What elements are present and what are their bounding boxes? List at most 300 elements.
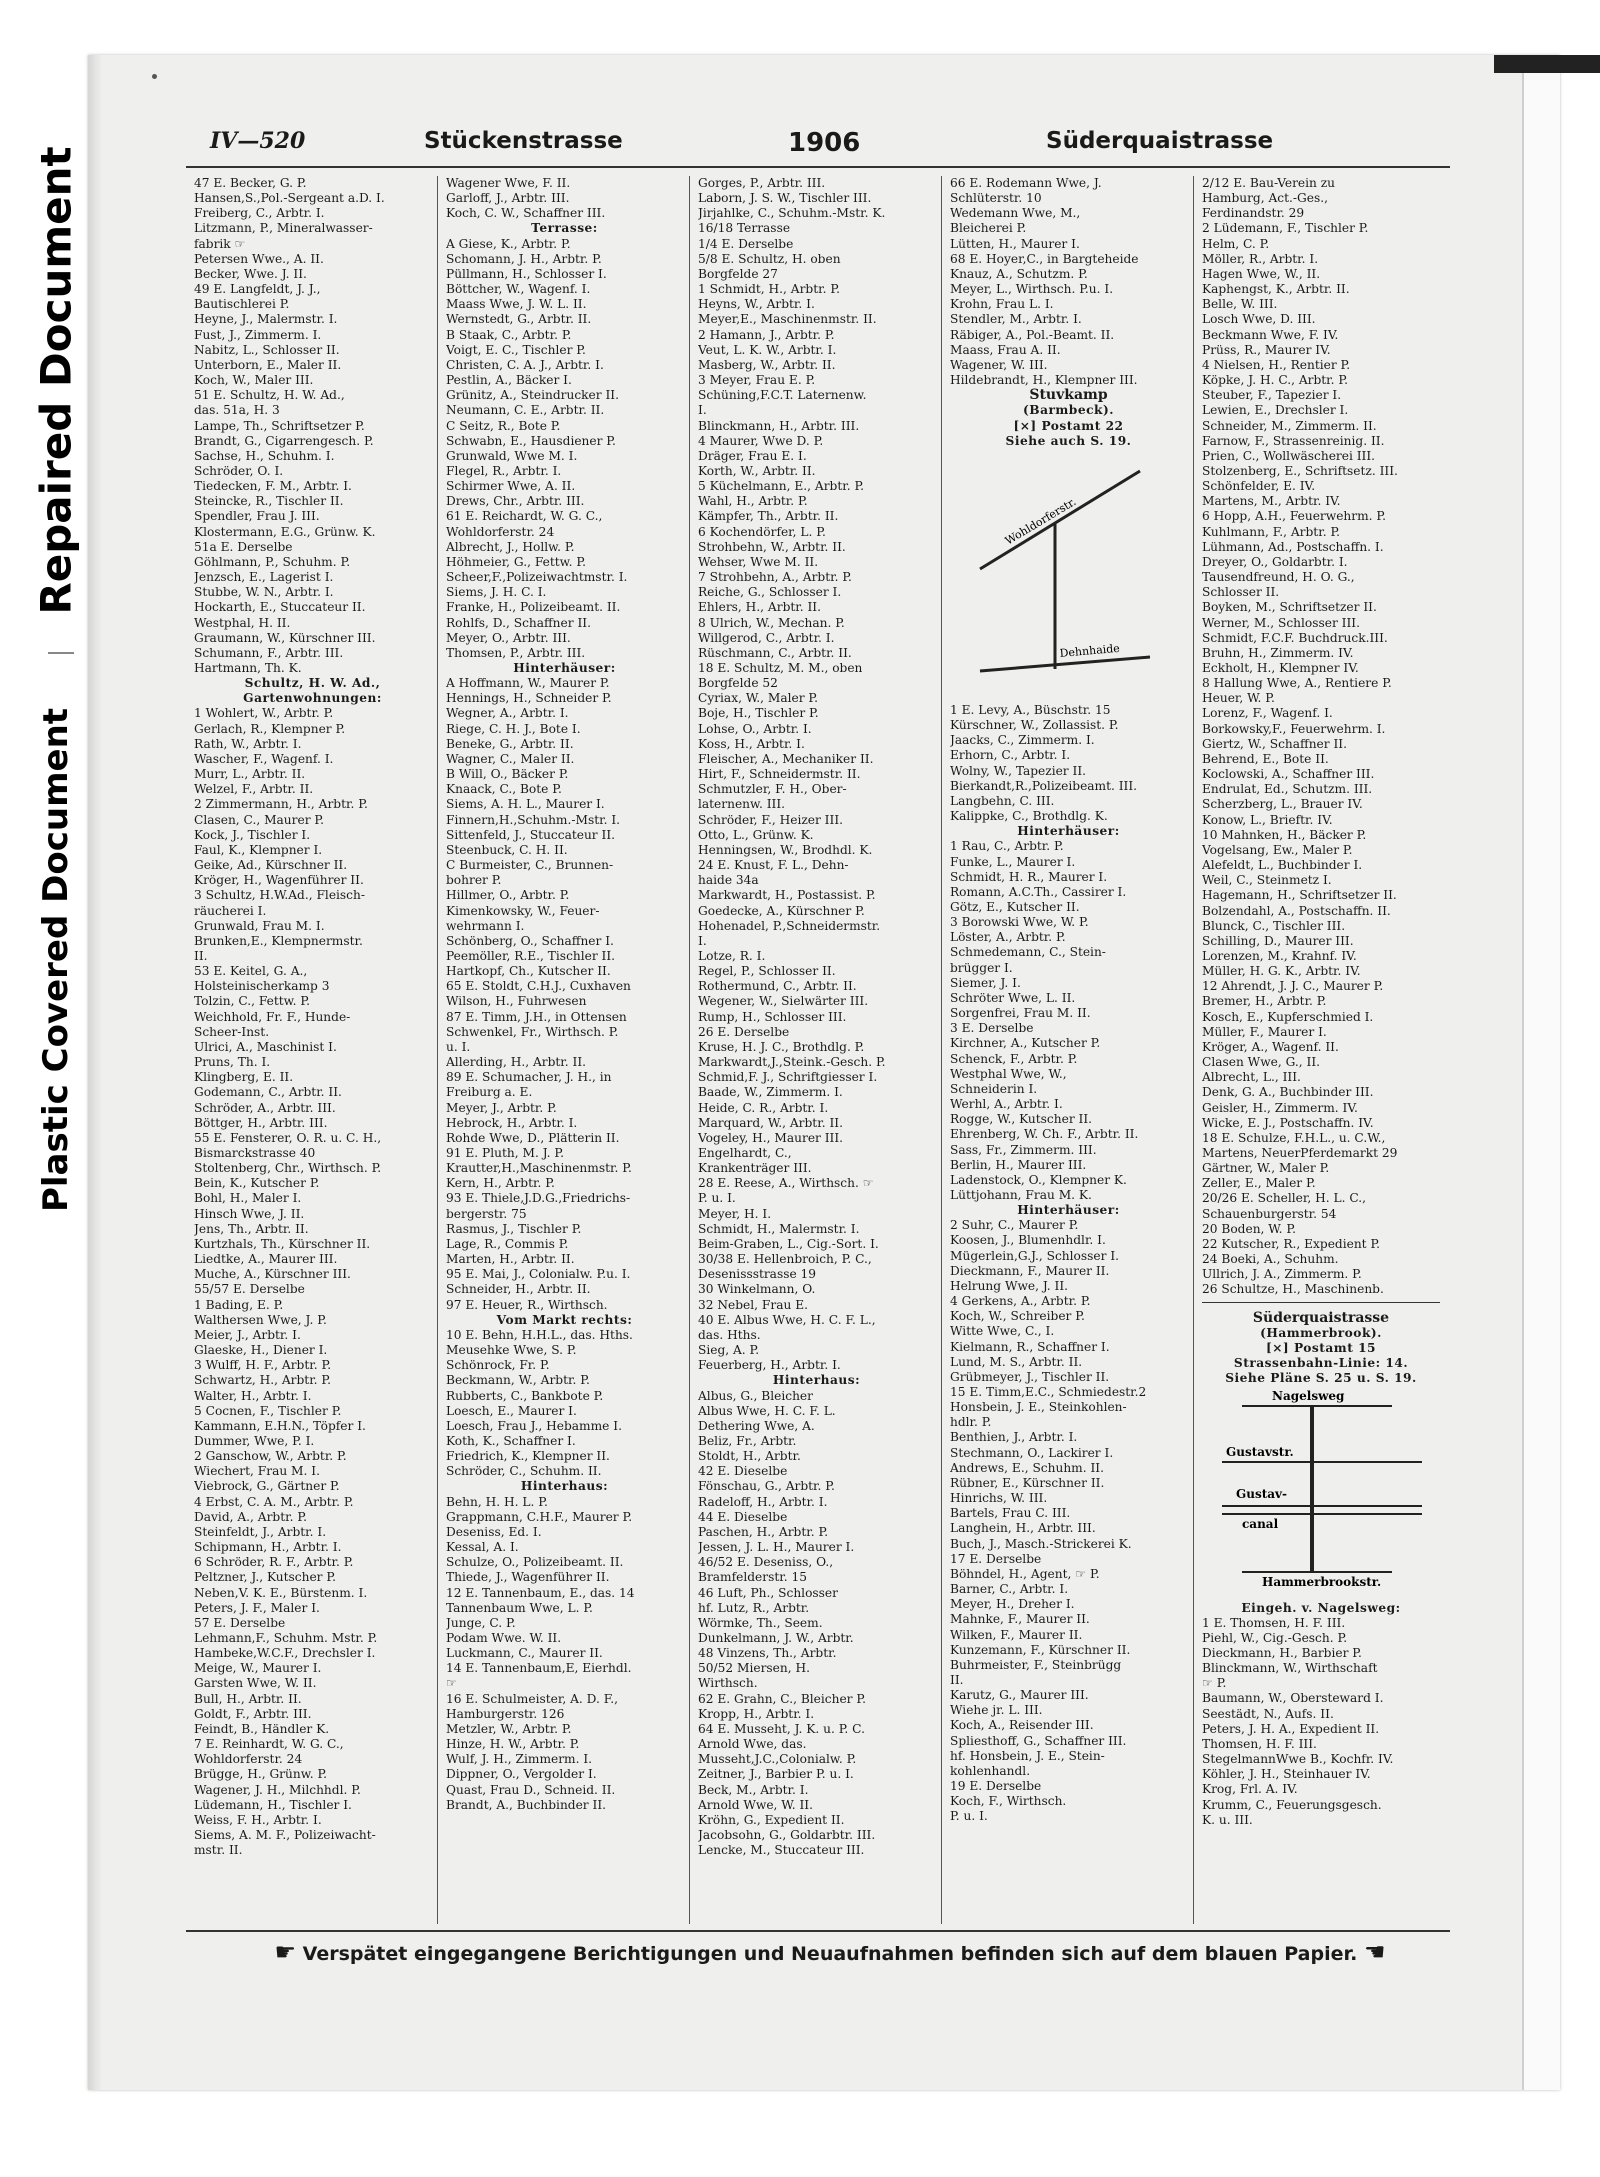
- directory-entry: Meier, J., Arbtr. I.: [194, 1327, 301, 1342]
- directory-entry: Walter, H., Arbtr. I.: [194, 1388, 312, 1403]
- section-heading: Hinterhaus:: [772, 1373, 861, 1388]
- directory-column-2: [438, 176, 690, 1924]
- directory-entry: Kürschner, W., Zollassist. P.: [950, 718, 1119, 733]
- directory-entry: Räbiger, A., Pol.-Beamt. II.: [950, 327, 1115, 342]
- directory-entry: Wörmke, Th., Seem.: [698, 1615, 823, 1630]
- map-divider: [1202, 1302, 1440, 1303]
- directory-entry: Farnow, F., Strassenreinig. II.: [1202, 433, 1385, 448]
- left-street-heading: Stückenstrasse: [424, 128, 623, 154]
- directory-entry: Litzmann, P., Mineralwasser-: [194, 221, 373, 236]
- directory-entry: Tannenbaum Wwe, L. P.: [446, 1600, 593, 1615]
- directory-entry: Werner, M., Schlosser III.: [1202, 615, 1360, 630]
- directory-entry: 1/4 E. Derselbe: [698, 236, 794, 251]
- directory-entry: Kessal, A. I.: [446, 1540, 519, 1555]
- directory-entry: 7 Strohbehn, A., Arbtr. P.: [698, 570, 852, 585]
- directory-entry: Höhmeier, G., Fettw. P.: [446, 554, 586, 569]
- directory-entry: Hinrichs, W. III.: [950, 1491, 1048, 1506]
- directory-entry: Stoldt, H., Arbtr.: [698, 1449, 801, 1464]
- directory-column-4: [942, 176, 1194, 1924]
- directory-entry: 20/26 E. Scheller, H. L. C.,: [1202, 1191, 1366, 1206]
- directory-entry: Liedtke, A., Maurer III.: [194, 1252, 338, 1267]
- directory-entry: 1 E. Thomsen, H. F. III.: [1202, 1615, 1346, 1630]
- directory-entry: Kielmann, R., Schaffner I.: [950, 1339, 1110, 1354]
- directory-entry: Dippner, O., Vergolder I.: [446, 1767, 597, 1782]
- map-see-also: Siehe auch S. 19.: [1005, 433, 1132, 448]
- directory-entry: 2 Hamann, J., Arbtr. P.: [698, 327, 835, 342]
- directory-entry: 15 E. Timm,E.C., Schmiedestr.2: [950, 1385, 1147, 1399]
- directory-entry: Meige, W., Maurer I.: [194, 1661, 322, 1676]
- directory-entry: Tausendfreund, H. O. G.,: [1202, 570, 1355, 585]
- directory-entry: Ulrici, A., Maschinist I.: [194, 1039, 337, 1054]
- directory-entry: Neben,V. K. E., Bürstenm. I.: [194, 1585, 368, 1600]
- directory-entry: 51 E. Schultz, H. W. Ad.,: [194, 388, 345, 403]
- directory-entry: Wagener, W. III.: [950, 357, 1048, 372]
- directory-entry: Brunken,E., Klempnermstr.: [194, 933, 363, 948]
- directory-entry: Albus Wwe, H. C. F. L.: [698, 1403, 836, 1418]
- directory-entry: Masberg, W., Arbtr. II.: [698, 357, 836, 372]
- directory-entry: hdlr. P.: [950, 1415, 992, 1430]
- directory-entry: Fleischer, A., Mechaniker II.: [698, 751, 874, 766]
- directory-entry: Beck, M., Arbtr. I.: [698, 1782, 809, 1797]
- directory-entry: 32 Nebel, Frau E.: [698, 1297, 808, 1312]
- directory-entry: C Seitz, R., Bote P.: [446, 418, 561, 433]
- directory-entry: Sachse, H., Schuhm. I.: [194, 448, 335, 463]
- directory-entry: 3 E. Derselbe: [950, 1021, 1034, 1036]
- directory-entry: Jessen, J. L. H., Maurer I.: [698, 1540, 855, 1555]
- directory-entry: 3 Schultz, H.W.Ad., Fleisch-: [194, 888, 365, 903]
- directory-entry: Borkowsky,F., Feuerwehrm. I.: [1202, 721, 1386, 736]
- directory-entry: Koosen, J., Blumenhdlr. I.: [950, 1233, 1106, 1248]
- directory-entry: Kruse, H. J. C., Brothdlg. P.: [698, 1039, 865, 1054]
- directory-entry: 7 E. Reinhardt, W. G. C.,: [194, 1737, 344, 1752]
- directory-entry: Bramfelderstr. 15: [698, 1570, 807, 1585]
- directory-entry: Schomann, J. H., Arbtr. P.: [446, 251, 602, 266]
- directory-entry: bergerstr. 75: [446, 1206, 527, 1221]
- directory-entry: Götz, E., Kutscher II.: [950, 900, 1080, 914]
- directory-entry: Vogelsang, Ew., Maler P.: [1202, 842, 1353, 857]
- map-subtitle-suederquai: (Hammerbrook).: [1260, 1325, 1382, 1340]
- directory-entry: Krog, Frl. A. IV.: [1202, 1782, 1298, 1797]
- directory-entry: Siemer, J. I.: [950, 975, 1021, 990]
- directory-entry: Steenbuck, C. H. II.: [446, 842, 568, 857]
- wohldorferstr-label: Wohldorferstr.: [1002, 494, 1079, 548]
- directory-entry: Graumann, W., Kürschner III.: [194, 630, 376, 645]
- directory-entry: Siems, A. H. L., Maurer I.: [446, 797, 605, 812]
- directory-entry: Lorenz, F., Wagenf. I.: [1202, 706, 1333, 721]
- directory-entry: Scheer,F.,Polizeiwachtmstr. I.: [446, 570, 628, 585]
- directory-entry: 5/8 E. Schultz, H. oben: [698, 251, 841, 266]
- directory-entry: Schirmer Wwe, A. II.: [446, 479, 576, 494]
- directory-entry: Klingberg, E. II.: [194, 1070, 294, 1085]
- directory-entry: Maass Wwe, J. W. L. II.: [446, 297, 587, 312]
- directory-entry: Schwenkel, Fr., Wirthsch. P.: [446, 1024, 619, 1039]
- directory-entry: Kurtzhals, Th., Kürschner II.: [194, 1236, 371, 1251]
- directory-entry: Dreyer, O., Goldarbtr. I.: [1202, 554, 1348, 569]
- directory-entry: Hebrock, H., Arbtr. I.: [446, 1115, 578, 1130]
- right-street-heading: Süderquaistrasse: [1046, 128, 1274, 154]
- directory-entry: brügger I.: [950, 960, 1013, 975]
- directory-entry: Hartkopf, Ch., Kutscher II.: [446, 964, 611, 979]
- map-entry-note: Eingeh. v. Nagelsweg:: [1241, 1600, 1401, 1615]
- directory-entry: Knauz, A., Schutzm. P.: [950, 266, 1088, 281]
- directory-entry: Karutz, G., Maurer III.: [950, 1688, 1089, 1703]
- directory-entry: 8 Hallung Wwe, A., Rentiere P.: [1202, 676, 1392, 691]
- directory-entry: K. u. III.: [1202, 1812, 1253, 1827]
- directory-entry: Köpke, J. H. C., Arbtr. P.: [1202, 373, 1349, 388]
- directory-entry: II.: [194, 948, 208, 963]
- directory-entry: Schröder, F., Heizer III.: [698, 812, 844, 827]
- directory-entry: Steuber, F., Tapezier I.: [1202, 388, 1342, 403]
- directory-entry: Ullrich, J. A., Zimmerm. P.: [1202, 1267, 1362, 1282]
- directory-entry: Brügge, H., Grünw. P.: [194, 1767, 328, 1782]
- directory-entry: Hartmann, Th. K.: [194, 661, 302, 675]
- directory-entry: Rogge, W., Kutscher II.: [950, 1112, 1093, 1127]
- directory-entry: Lotze, R. I.: [698, 948, 766, 963]
- directory-entry: Helm, C. P.: [1202, 236, 1270, 251]
- directory-entry: Dräger, Frau E. I.: [698, 448, 807, 463]
- map-subtitle: (Barmbeck).: [1023, 403, 1114, 418]
- scan-corner-mark: [1494, 55, 1600, 73]
- directory-entry: Schönberg, O., Schaffner I.: [446, 933, 614, 948]
- directory-entry: Schmutzler, F. H., Ober-: [698, 782, 847, 797]
- directory-entry: C Burmeister, C., Brunnen-: [446, 858, 614, 873]
- directory-entry: Loesch, Frau J., Hebamme I.: [446, 1418, 622, 1433]
- directory-entry: Ladenstock, O., Klempner K.: [950, 1172, 1127, 1187]
- directory-entry: Böhndel, H., Agent, ☞ P.: [950, 1566, 1100, 1581]
- plastic-label-text: Plastic Covered Document: [36, 707, 77, 1213]
- footer-text: Verspätet eingegangene Berichtigungen und Neuaufnahmen befinden sich auf dem blauen Papier.: [302, 1943, 1358, 1965]
- directory-entry: Stechmann, O., Lackirer I.: [950, 1445, 1114, 1460]
- directory-entry: Metzler, W., Arbtr. P.: [446, 1721, 572, 1736]
- directory-entry: Zeitner, J., Barbier P. u. I.: [698, 1767, 854, 1782]
- directory-entry: Reiche, G., Schlosser I.: [698, 585, 842, 600]
- directory-entry: Podam Wwe. W. II.: [446, 1631, 562, 1645]
- directory-entry: Stubbe, W. N., Arbtr. I.: [194, 585, 334, 600]
- directory-entry: Weichhold, Fr. F., Hunde-: [194, 1009, 351, 1024]
- directory-entry: 19 E. Derselbe: [950, 1779, 1042, 1794]
- directory-entry: Franke, H., Polizeibeamt. II.: [446, 600, 621, 615]
- directory-entry: 10 E. Behn, H.H.L., das. Hths.: [446, 1327, 633, 1342]
- directory-entry: Schilling, D., Maurer III.: [1202, 933, 1354, 948]
- directory-entry: fabrik ☞: [194, 236, 246, 251]
- directory-entry: A Giese, K., Arbtr. P.: [446, 236, 571, 251]
- directory-entry: Sorgenfrei, Frau M. II.: [950, 1006, 1091, 1021]
- directory-entry: Krankenträger III.: [698, 1161, 812, 1176]
- directory-entry: Grappmann, C.H.F., Maurer P.: [446, 1509, 633, 1524]
- directory-entry: 97 E. Heuer, R., Wirthsch.: [446, 1297, 608, 1312]
- directory-entry: Schwabn, E., Hausdiener P.: [446, 433, 616, 448]
- directory-entry: Benthien, J., Arbtr. I.: [950, 1430, 1078, 1445]
- directory-entry: Weiss, F. H., Arbtr. I.: [194, 1812, 322, 1827]
- directory-entry: Cyriax, W., Maler P.: [698, 691, 818, 706]
- directory-entry: Brandt, A., Buchbinder II.: [446, 1797, 607, 1812]
- page-spine: [1522, 55, 1560, 2090]
- directory-entry: Jaacks, C., Zimmerm. I.: [950, 733, 1095, 748]
- directory-entry: Mahnke, F., Maurer II.: [950, 1612, 1090, 1627]
- header-rule: [186, 166, 1450, 168]
- directory-entry: Muche, A., Kürschner III.: [194, 1267, 351, 1282]
- directory-entry: Hambeke,W.C.F., Drechsler I.: [194, 1646, 376, 1661]
- directory-entry: Thomsen, H. F. III.: [1202, 1736, 1317, 1751]
- directory-entry: II.: [950, 1672, 964, 1687]
- directory-entry: Honsbein, J. E., Steinkohlen-: [950, 1400, 1127, 1415]
- page-header: [210, 128, 1450, 162]
- map-bahn: Strassenbahn-Linie: 14.: [1233, 1356, 1409, 1371]
- directory-entry: A Hoffmann, W., Maurer P.: [446, 676, 610, 691]
- directory-entry: Koclowski, A., Schaffner III.: [1202, 767, 1375, 782]
- directory-entry: Kock, J., Tischler I.: [194, 827, 311, 842]
- directory-entry: Rüschmann, C., Arbtr. II.: [698, 645, 852, 660]
- directory-entry: Prüss, R., Maurer IV.: [1202, 342, 1331, 357]
- directory-entry: laternenw. III.: [698, 797, 786, 812]
- directory-entry: 5 Küchelmann, E., Arbtr. P.: [698, 479, 865, 494]
- pointing-hand-left-icon: ☛: [274, 1938, 297, 1966]
- directory-entry: Wagener Wwe, F. II.: [446, 176, 571, 190]
- directory-entry: 46/52 E. Deseniss, O.,: [698, 1555, 834, 1570]
- directory-entry: bohrer P.: [446, 873, 502, 888]
- directory-entry: Löster, A., Arbtr. P.: [950, 930, 1066, 945]
- directory-entry: Wulf, J. H., Zimmerm. I.: [446, 1752, 593, 1767]
- directory-entry: 4 Nielsen, H., Rentier P.: [1202, 357, 1351, 372]
- directory-entry: 3 Wulff, H. F., Arbtr. P.: [194, 1358, 332, 1373]
- directory-entry: Markwardt,J.,Steink.-Gesch. P.: [698, 1055, 886, 1070]
- section-heading: Terrasse:: [531, 221, 598, 236]
- directory-entry: 1 Wohlert, W., Arbtr. P.: [194, 706, 334, 721]
- directory-entry: Goldt, F., Arbtr. III.: [194, 1706, 312, 1721]
- directory-entry: Finnern,H.,Schuhm.-Mstr. I.: [446, 812, 621, 827]
- directory-entry: Garsten Wwe, W. II.: [194, 1676, 317, 1691]
- directory-entry: 2 Ganschow, W., Arbtr. P.: [194, 1449, 347, 1464]
- directory-entry: Müller, F., Maurer I.: [1202, 1024, 1327, 1039]
- directory-entry: Blinckmann, W., Wirthschaft: [1202, 1661, 1378, 1676]
- directory-entry: Buhrmeister, F., Steinbrügg: [950, 1657, 1122, 1672]
- directory-entry: das. Hths.: [698, 1327, 761, 1342]
- directory-entry: Paschen, H., Arbtr. P.: [698, 1524, 829, 1539]
- directory-entry: Bruhn, H., Zimmerm. IV.: [1202, 645, 1354, 660]
- directory-entry: 26 Schultze, H., Maschinenb.: [1202, 1282, 1384, 1297]
- directory-entry: Siems, A. M. F., Polizeiwacht-: [194, 1828, 376, 1843]
- directory-entry: Walthersen Wwe, J. P.: [194, 1312, 327, 1327]
- directory-entry: Wegner, A., Arbtr. I.: [446, 706, 569, 721]
- directory-entry: Krautter,H.,Maschinenmstr. P.: [446, 1161, 632, 1176]
- directory-entry: Tolzin, C., Fettw. P.: [194, 994, 310, 1009]
- directory-entry: Zeller, E., Maler P.: [1202, 1176, 1316, 1191]
- repaired-document-label: [28, 110, 84, 650]
- directory-entry: Funke, L., Maurer I.: [950, 854, 1076, 869]
- directory-entry: Müller, H. G. K., Arbtr. IV.: [1202, 964, 1361, 979]
- directory-entry: Bleicherei P.: [950, 221, 1027, 236]
- page-footer: [210, 1938, 1450, 1966]
- directory-entry: Koch, W., Maler III.: [194, 373, 314, 388]
- directory-entry: 53 E. Keitel, G. A.,: [194, 964, 308, 979]
- directory-entry: StegelmannWwe B., Kochfr. IV.: [1202, 1752, 1394, 1767]
- directory-entry: Gorges, P., Arbtr. III.: [698, 176, 826, 190]
- directory-entry: 66 E. Rodemann Wwe, J.: [950, 176, 1102, 190]
- directory-entry: Musseht,J.C.,Colonialw. P.: [698, 1752, 857, 1767]
- directory-entry: Nabitz, L., Schlosser II.: [194, 342, 340, 357]
- directory-entry: Koch, A., Reisender III.: [950, 1718, 1094, 1733]
- directory-entry: Geisler, H., Zimmerm. IV.: [1202, 1100, 1358, 1115]
- directory-entry: B Will, O., Bäcker P.: [446, 767, 569, 782]
- directory-entry: Schipmann, H., Arbtr. I.: [194, 1540, 342, 1555]
- directory-entry: Schmidt, H., Malermstr. I.: [698, 1221, 860, 1236]
- directory-entry: Steinfeldt, J., Arbtr. I.: [194, 1524, 327, 1539]
- plastic-covered-label: [28, 680, 84, 1240]
- directory-entry: Eckholt, H., Klempner IV.: [1202, 661, 1359, 675]
- directory-entry: Peters, J. F., Maler I.: [194, 1600, 320, 1615]
- directory-entry: Lehmann,F., Schuhm. Mstr. P.: [194, 1631, 378, 1645]
- directory-entry: Fönschau, G., Arbtr. P.: [698, 1479, 835, 1494]
- directory-entry: 62 E. Grahn, C., Bleicher P.: [698, 1691, 866, 1706]
- directory-entry: Quast, Frau D., Schneid. II.: [446, 1782, 616, 1797]
- directory-entry: Deseniss, Ed. I.: [446, 1524, 542, 1539]
- directory-entry: Radeloff, H., Arbtr. I.: [698, 1494, 828, 1509]
- directory-entry: Bierkandt,R.,Polizeibeamt. III.: [950, 778, 1138, 793]
- scan-dot: [152, 74, 157, 79]
- map-title-suederquai: Süderquaistrasse: [1252, 1310, 1390, 1326]
- directory-entry: Westphal, H. II.: [194, 615, 291, 630]
- directory-entry: Püllmann, H., Schlosser I.: [446, 266, 607, 281]
- hammerbrookstr-label: Hammerbrookstr.: [1262, 1575, 1382, 1590]
- directory-columns: [186, 176, 1450, 1924]
- directory-entry: Tiedecken, F. M., Arbtr. I.: [194, 479, 352, 494]
- directory-entry: Kirchner, A., Kutscher P.: [950, 1036, 1101, 1051]
- directory-entry: Sieg, A. P.: [698, 1343, 760, 1358]
- directory-entry: 3 Meyer, Frau E. P.: [698, 373, 816, 388]
- directory-entry: Schlüterstr. 10: [950, 191, 1042, 206]
- section-heading: Hinterhäuser:: [1017, 1203, 1120, 1218]
- directory-entry: 64 E. Musseht, J. K. u. P. C.: [698, 1721, 865, 1736]
- directory-entry: Albrecht, J., Hollw. P.: [446, 539, 575, 554]
- directory-entry: Faul, K., Klempner I.: [194, 842, 323, 857]
- directory-entry: mstr. II.: [194, 1843, 243, 1858]
- directory-entry: u. I.: [446, 1039, 471, 1054]
- directory-entry: Wohldorferstr. 24: [194, 1752, 303, 1767]
- directory-entry: Knaack, C., Bote P.: [446, 782, 562, 797]
- directory-entry: Rath, W., Arbtr. I.: [194, 736, 302, 751]
- directory-entry: Lewien, E., Drechsler I.: [1202, 403, 1349, 418]
- directory-entry: Lage, R., Commis P.: [446, 1236, 569, 1251]
- directory-entry: Stolzenberg, E., Schriftsetz. III.: [1202, 463, 1398, 478]
- directory-entry: Scherzberg, L., Brauer IV.: [1202, 797, 1363, 812]
- directory-entry: 47 E. Becker, G. P.: [194, 176, 307, 190]
- directory-entry: Lüdemann, H., Tischler I.: [194, 1797, 352, 1812]
- directory-entry: Bremer, H., Arbtr. P.: [1202, 994, 1327, 1009]
- directory-entry: Rump, H., Schlosser III.: [698, 1009, 847, 1024]
- directory-entry: Ehlers, H., Arbtr. II.: [698, 600, 821, 615]
- directory-entry: Heyns, W., Arbtr. I.: [698, 297, 815, 312]
- directory-entry: Dethering Wwe, A.: [698, 1418, 815, 1433]
- directory-entry: Hagen Wwe, W., II.: [1202, 266, 1321, 281]
- directory-entry: Meyer, L., Wirthsch. P.u. I.: [950, 282, 1114, 297]
- directory-entry: Schönfelder, E. IV.: [1202, 479, 1316, 494]
- directory-entry: Blinckmann, H., Arbtr. III.: [698, 418, 860, 433]
- directory-entry: Willgerod, C., Arbtr. I.: [698, 630, 835, 645]
- directory-entry: 1 E. Levy, A., Büschstr. 15: [950, 702, 1111, 717]
- directory-entry: Schwartz, H., Arbtr. P.: [194, 1373, 332, 1388]
- directory-entry: Luckmann, C., Maurer II.: [446, 1646, 603, 1661]
- directory-entry: Dieckmann, H., Barbier P.: [1202, 1645, 1362, 1660]
- directory-entry: Welzel, F., Arbtr. II.: [194, 782, 314, 797]
- directory-entry: Lühmann, Ad., Postschaffn. I.: [1202, 539, 1384, 554]
- directory-entry: Behn, H. H. L. P.: [446, 1494, 548, 1509]
- directory-entry: Peltzner, J., Kutscher P.: [194, 1570, 336, 1585]
- directory-entry: Schlosser II.: [1202, 585, 1280, 600]
- directory-entry: Werhl, A., Arbtr. I.: [950, 1097, 1063, 1112]
- directory-entry: Schauenburgerstr. 54: [1202, 1206, 1337, 1221]
- directory-entry: Losch Wwe, D. III.: [1202, 312, 1316, 327]
- directory-entry: Vogeley, H., Maurer III.: [698, 1130, 844, 1145]
- directory-entry: Hennings, H., Schneider P.: [446, 691, 612, 706]
- directory-entry: 8 Ulrich, W., Mechan. P.: [698, 615, 845, 630]
- directory-entry: Alefeldt, L., Buchbinder I.: [1202, 858, 1363, 873]
- directory-entry: Peters, J. H. A., Expedient II.: [1202, 1721, 1380, 1736]
- directory-entry: Wahl, H., Arbtr. P.: [698, 494, 808, 509]
- directory-entry: 6 Hopp, A.H., Feuerwehrm. P.: [1202, 509, 1386, 524]
- directory-entry: Wolny, W., Tapezier II.: [950, 763, 1087, 778]
- directory-entry: 5 Cocnen, F., Tischler P.: [194, 1403, 342, 1418]
- directory-entry: Meyer, H. I.: [698, 1206, 772, 1221]
- directory-entry: Lampe, Th., Schriftsetzer P.: [194, 418, 365, 433]
- directory-entry: Lohse, O., Arbtr. I.: [698, 721, 812, 736]
- directory-entry: Kalippke, C., Brothdlg. K.: [950, 809, 1108, 824]
- directory-entry: Schmid,F. J., Schriftgiesser I.: [698, 1070, 878, 1085]
- directory-entry: Albrecht, L., III.: [1202, 1070, 1301, 1085]
- map-postamt-suederquai: [×] Postamt 15: [1265, 1340, 1377, 1355]
- stuvkamp-street-map: [950, 449, 1186, 699]
- directory-entry: 4 Erbst, C. A. M., Arbtr. P.: [194, 1494, 354, 1509]
- directory-entry: Piehl, W., Cig.-Gesch. P.: [1202, 1630, 1348, 1645]
- directory-entry: Meusehke Wwe, S. P.: [446, 1343, 577, 1358]
- directory-entry: Hamburg, Act.-Ges.,: [1202, 191, 1328, 206]
- directory-entry: 16/18 Terrasse: [698, 221, 791, 236]
- directory-entry: 65 E. Stoldt, C.H.J., Cuxhaven: [446, 979, 631, 994]
- directory-entry: P. u. I.: [950, 1809, 988, 1824]
- section-heading: Schultz, H. W. Ad.,: [244, 676, 381, 691]
- directory-entry: Bein, K., Kutscher P.: [194, 1176, 320, 1191]
- directory-entry: Schmedemann, C., Stein-: [950, 945, 1106, 960]
- directory-entry: Lund, M. S., Arbtr. II.: [950, 1354, 1083, 1369]
- directory-entry: Gärtner, W., Maler P.: [1202, 1161, 1330, 1176]
- directory-entry: Regel, P., Schlosser II.: [698, 964, 836, 979]
- directory-entry: 10 Mahnken, H., Bäcker P.: [1202, 827, 1367, 842]
- directory-entry: Lüttjohann, Frau M. K.: [950, 1187, 1092, 1202]
- directory-entry: 6 Kochendörfer, L. P.: [698, 524, 826, 539]
- directory-entry: Kaphengst, K., Arbtr. II.: [1202, 282, 1350, 297]
- directory-entry: I.: [698, 933, 707, 948]
- directory-entry: Holsteinischerkamp 3: [194, 979, 330, 994]
- directory-entry: Heide, C. R., Arbtr. I.: [698, 1100, 829, 1115]
- directory-entry: Jacobsohn, G., Goldarbtr. III.: [698, 1828, 876, 1843]
- directory-entry: Ehrenberg, W. Ch. F., Arbtr. II.: [950, 1127, 1139, 1142]
- directory-entry: Rohlfs, D., Schaffner II.: [446, 615, 591, 630]
- directory-entry: Hockarth, E., Stuccateur II.: [194, 600, 366, 615]
- directory-entry: 30 Winkelmann, O.: [698, 1282, 816, 1297]
- directory-entry: Bismarckstrasse 40: [194, 1146, 316, 1160]
- directory-entry: wehrmann I.: [446, 918, 525, 933]
- directory-entry: Wohldorferstr. 24: [446, 524, 555, 539]
- directory-entry: Bull, H., Arbtr. II.: [194, 1691, 302, 1706]
- directory-entry: Kröhn, G., Expedient II.: [698, 1812, 845, 1827]
- directory-entry: Schneider, M., Zimmerm. II.: [1202, 418, 1377, 433]
- directory-entry: Dummer, Wwe, P. I.: [194, 1433, 315, 1448]
- directory-entry: Freiberg, C., Arbtr. I.: [194, 206, 325, 221]
- directory-entry: Kuhlmann, F., Arbtr. P.: [1202, 524, 1341, 539]
- section-heading: Gartenwohnungen:: [243, 691, 382, 706]
- directory-entry: Siems, J. H. C. I.: [446, 585, 547, 600]
- directory-entry: Rohde Wwe, D., Plätterin II.: [446, 1130, 620, 1145]
- pointing-hand-right-icon: ☚: [1363, 1938, 1386, 1966]
